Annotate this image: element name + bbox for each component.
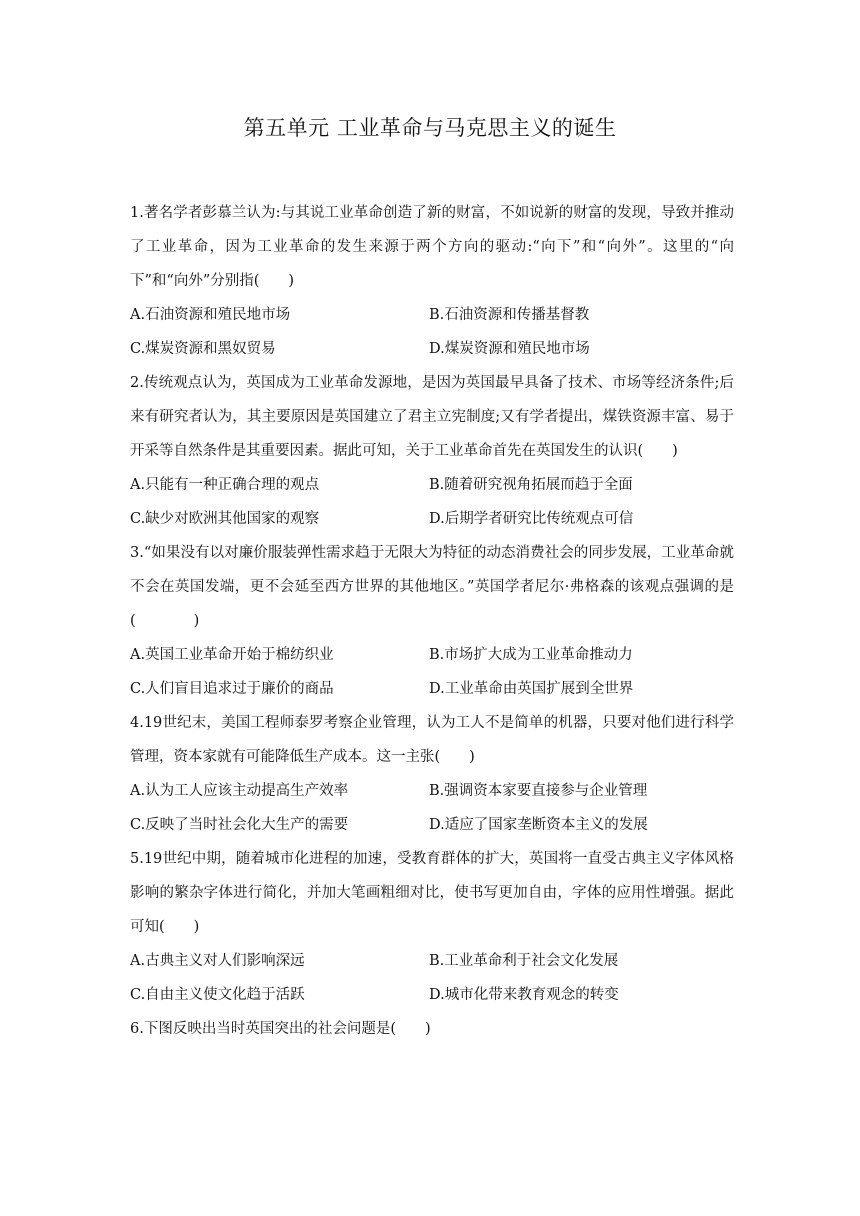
option-b: B.随着研究视角拓展而趋于全面	[429, 477, 633, 493]
question-stem: 2.传统观点认为，英国成为工业革命发源地，是因为英国最早具备了技术、市场等经济条件;后来有研究者认为，其主要原因是英国建立了君主立宪制度;又有学者提出，煤铁资源丰富、易于开采等自然条件是其重要因素。据此可知，关于工业革命首先在英国发生的认识( )	[130, 375, 734, 459]
question-6	[130, 1012, 734, 1046]
question-4	[130, 706, 734, 842]
option-d: D.后期学者研究比传统观点可信	[429, 511, 634, 527]
option-c: C.自由主义使文化趋于活跃	[130, 987, 305, 1003]
option-b: B.强调资本家要直接参与企业管理	[429, 783, 648, 799]
option-group	[130, 298, 734, 366]
option-c: C.反映了当时社会化大生产的需要	[130, 817, 349, 833]
option-c: C.煤炭资源和黑奴贸易	[130, 341, 276, 357]
option-d: D.工业革命由英国扩展到全世界	[429, 681, 634, 697]
question-stem: 1.著名学者彭慕兰认为:与其说工业革命创造了新的财富，不如说新的财富的发现，导致并推动了工业革命，因为工业革命的发生来源于两个方向的驱动:“向下”和“向外”。这里的“向下”和“向外”分别指( )	[130, 205, 734, 289]
option-group	[130, 638, 734, 706]
option-c: C.缺少对欧洲其他国家的观察	[130, 511, 320, 527]
option-d: D.城市化带来教育观念的转变	[429, 987, 619, 1003]
page-title: 第五单元 工业革命与马克思主义的诞生	[243, 116, 617, 140]
option-a: A.英国工业革命开始于棉纺织业	[130, 647, 334, 663]
option-a: A.石油资源和殖民地市场	[130, 307, 291, 323]
option-d: D.适应了国家垄断资本主义的发展	[429, 817, 648, 833]
option-group	[130, 468, 734, 536]
option-c: C.人们盲目追求过于廉价的商品	[130, 681, 334, 697]
question-1	[130, 196, 734, 366]
question-list	[130, 196, 734, 1046]
question-stem: 4.19世纪末，美国工程师泰罗考察企业管理，认为工人不是简单的机器，只要对他们进行科学管理，资本家就有可能降低生产成本。这一主张( )	[130, 715, 734, 765]
option-a: A.只能有一种正确合理的观点	[130, 477, 320, 493]
option-b: B.工业革命利于社会文化发展	[429, 953, 619, 969]
question-stem: 5.19世纪中期，随着城市化进程的加速，受教育群体的扩大，英国将一直受古典主义字体风格影响的繁杂字体进行简化，并加大笔画粗细对比，使书写更加自由，字体的应用性增强。据此可知( )	[130, 851, 734, 935]
option-a: A.古典主义对人们影响深远	[130, 953, 305, 969]
option-group	[130, 944, 734, 1012]
option-group	[130, 774, 734, 842]
question-stem: 6.下图反映出当时英国突出的社会问题是( )	[130, 1021, 431, 1037]
question-stem: 3.“如果没有以对廉价服装弹性需求趋于无限大为特征的动态消费社会的同步发展，工业革命就不会在英国发端，更不会延至西方世界的其他地区。”英国学者尼尔·弗格森的该观点强调的是( )	[130, 545, 734, 629]
option-b: B.市场扩大成为工业革命推动力	[429, 647, 633, 663]
question-5	[130, 842, 734, 1012]
option-b: B.石油资源和传播基督教	[429, 307, 590, 323]
question-3	[130, 536, 734, 706]
option-a: A.认为工人应该主动提高生产效率	[130, 783, 349, 799]
option-d: D.煤炭资源和殖民地市场	[429, 341, 590, 357]
question-2	[130, 366, 734, 536]
